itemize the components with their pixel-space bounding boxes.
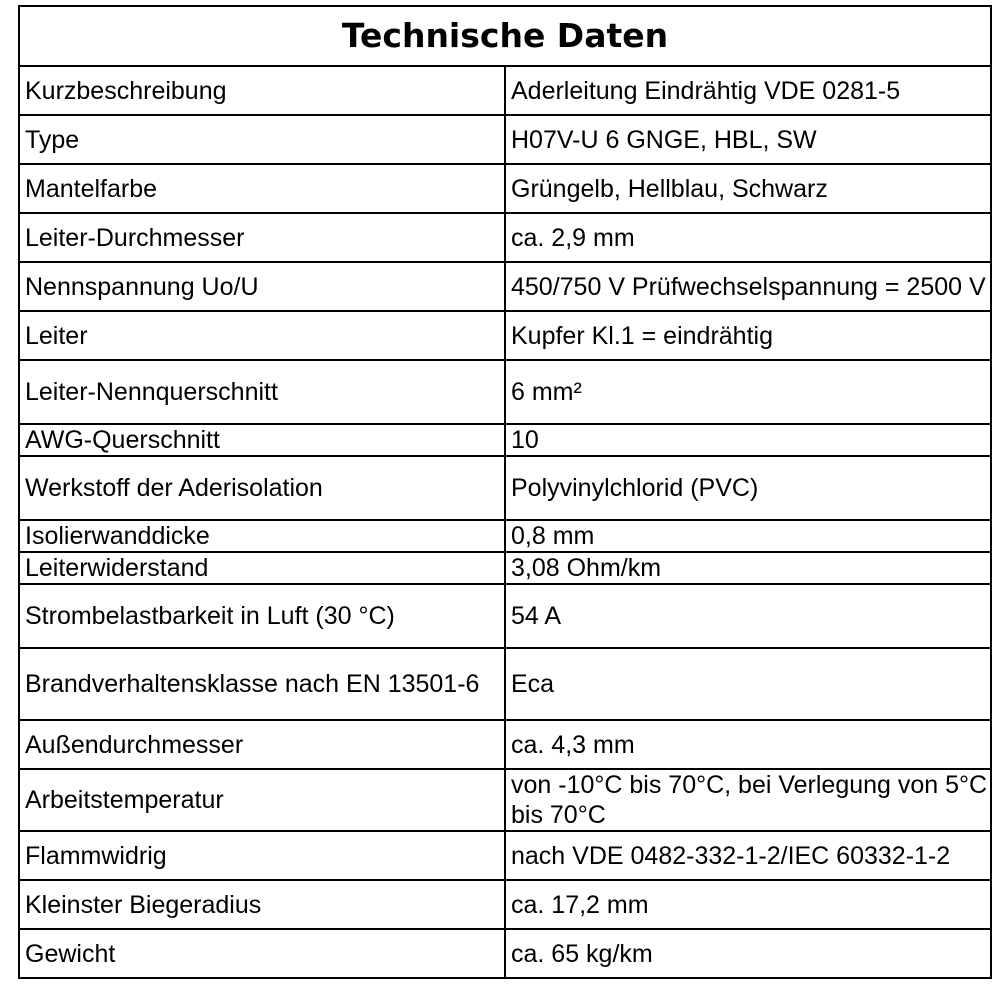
row-label: Mantelfarbe xyxy=(19,164,505,213)
row-label: Leiterwiderstand xyxy=(19,552,505,584)
table-row xyxy=(19,520,991,552)
row-value: 3,08 Ohm/km xyxy=(505,552,991,584)
row-label xyxy=(19,584,505,648)
row-value: 6 mm² xyxy=(505,360,991,424)
row-label-text: Strombelastbarkeit in Luft (30 °C) xyxy=(25,602,395,630)
table-row xyxy=(19,424,991,456)
row-label xyxy=(19,360,505,424)
table-title: Technische Daten xyxy=(19,6,991,66)
row-label: Arbeitstemperatur xyxy=(19,769,505,831)
row-value: 450/750 V Prüfwechselspannung = 2500 V xyxy=(505,262,991,311)
table-row xyxy=(19,880,991,929)
row-value: Aderleitung Eindrähtig VDE 0281-5 xyxy=(505,66,991,115)
row-label-text: Leiter-Nennquerschnitt xyxy=(25,378,278,406)
row-label: AWG-Querschnitt xyxy=(19,424,505,456)
title-row xyxy=(19,6,991,66)
table-row xyxy=(19,262,991,311)
row-label xyxy=(19,648,505,720)
table-row xyxy=(19,164,991,213)
row-value: ca. 2,9 mm xyxy=(505,213,991,262)
row-value: 10 xyxy=(505,424,991,456)
row-value: ca. 65 kg/km xyxy=(505,929,991,978)
row-value: Kupfer Kl.1 = eindrähtig xyxy=(505,311,991,360)
row-label xyxy=(19,456,505,520)
row-label: Kurzbeschreibung xyxy=(19,66,505,115)
table-row xyxy=(19,66,991,115)
row-label: Nennspannung Uo/U xyxy=(19,262,505,311)
row-label: Außendurchmesser xyxy=(19,720,505,769)
row-value: nach VDE 0482-332-1-2/IEC 60332-1-2 xyxy=(505,831,991,880)
row-label: Kleinster Biegeradius xyxy=(19,880,505,929)
row-value: Grüngelb, Hellblau, Schwarz xyxy=(505,164,991,213)
row-value: ca. 17,2 mm xyxy=(505,880,991,929)
table-row xyxy=(19,213,991,262)
row-label-text: Brandverhaltensklasse nach EN 13501-6 xyxy=(25,670,480,698)
table-row xyxy=(19,115,991,164)
row-value: H07V-U 6 GNGE, HBL, SW xyxy=(505,115,991,164)
table-row xyxy=(19,456,991,520)
row-label: Leiter xyxy=(19,311,505,360)
row-label: Isolierwanddicke xyxy=(19,520,505,552)
row-label: Flammwidrig xyxy=(19,831,505,880)
row-label-text: Werkstoff der Aderisolation xyxy=(25,474,323,502)
table-row xyxy=(19,929,991,978)
row-value: 0,8 mm xyxy=(505,520,991,552)
table-row xyxy=(19,360,991,424)
row-value: von -10°C bis 70°C, bei Verlegung von 5°C bis 70°C xyxy=(505,769,991,831)
table-row xyxy=(19,648,991,720)
table-row xyxy=(19,311,991,360)
row-label: Type xyxy=(19,115,505,164)
technical-data-table xyxy=(18,5,992,979)
row-label: Gewicht xyxy=(19,929,505,978)
table-row xyxy=(19,584,991,648)
table-row xyxy=(19,769,991,831)
row-label: Leiter-Durchmesser xyxy=(19,213,505,262)
row-value: 54 A xyxy=(505,584,991,648)
table-row xyxy=(19,831,991,880)
table-row xyxy=(19,552,991,584)
row-value: Eca xyxy=(505,648,991,720)
table-row xyxy=(19,720,991,769)
row-value: ca. 4,3 mm xyxy=(505,720,991,769)
row-value: Polyvinylchlorid (PVC) xyxy=(505,456,991,520)
